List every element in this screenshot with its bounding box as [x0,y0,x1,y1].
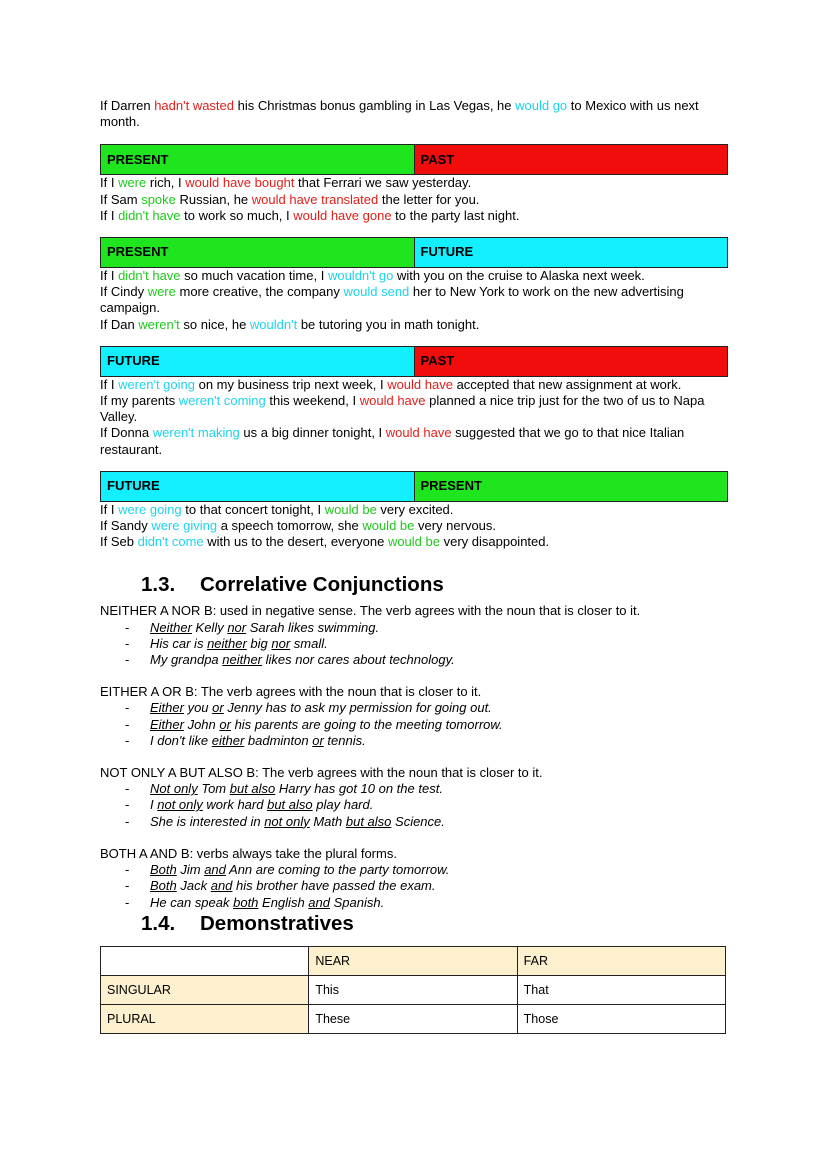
tense-bar-future-present [100,471,728,502]
tense-bar-future-past [100,346,728,377]
text: If Darren [100,98,155,113]
list-item: - Neither Kelly nor Sarah likes swimming. [100,620,728,636]
list-item: - I not only work hard but also play hard. [100,797,728,813]
table-cell: These [309,1004,517,1033]
list-item: - Either John or his parents are going to the meeting tomorrow. [100,717,728,733]
example-sentence: If I were rich, I would have bought that Ferrari we saw yesterday. [100,175,472,191]
tense-label-left: FUTURE [101,347,414,376]
example-sentence: If my parents weren't coming this weekend, I would have planned a nice trip just for the two of us to Napa Valley. [100,393,705,425]
example-list [100,781,728,830]
document-page [100,98,728,1034]
table-cell: That [517,975,725,1004]
example-sentence: If Sam spoke Russian, he would have translated the letter for you. [100,191,480,207]
demonstratives-table [100,946,726,1034]
intro-sentence [100,98,728,130]
example-sentence: If I didn't have so much vacation time, I wouldn't go with you on the cruise to Alaska next week. [100,268,645,284]
table-row-label: PLURAL [101,1004,309,1033]
tense-label-right: FUTURE [414,238,728,267]
rule-either-or: EITHER A OR B: The verb agrees with the noun that is closer to it. [100,684,482,700]
section-heading-correlative: 1.3. Correlative Conjunctions [141,573,444,597]
example-list [100,700,728,749]
tense-label-right: PAST [414,145,728,174]
list-item: - He can speak both English and Spanish. [100,895,728,911]
tense-label-left: FUTURE [101,472,414,501]
rule-both-and: BOTH A AND B: verbs always take the plural forms. [100,845,397,861]
highlight-cyan: would go [515,98,568,113]
tense-label-right: PRESENT [414,472,728,501]
table-header-cell: NEAR [309,946,517,975]
example-sentence: If I were going to that concert tonight, I would be very excited. [100,501,454,517]
table-cell: This [309,975,517,1004]
example-sentence: If Dan weren't so nice, he wouldn't be tutoring you in math tonight. [100,316,480,332]
example-sentence: If I weren't going on my business trip next week, I would have accepted that new assignment at work. [100,376,682,392]
table-cell: Those [517,1004,725,1033]
list-item: - Both Jim and Ann are coming to the party tomorrow. [100,862,728,878]
list-item: - Not only Tom but also Harry has got 10 on the test. [100,781,728,797]
table-row [101,1004,726,1033]
table-header-cell [101,946,309,975]
tense-label-right: PAST [414,347,728,376]
example-list [100,862,728,911]
tense-label-left: PRESENT [101,238,414,267]
text: to Mexico with us next month. [100,98,699,130]
example-list [100,620,728,669]
rule-neither-nor: NEITHER A NOR B: used in negative sense. The verb agrees with the noun that is closer to it. [100,603,641,619]
table-row [101,975,726,1004]
tense-label-left: PRESENT [101,145,414,174]
list-item: - His car is neither big nor small. [100,636,728,652]
example-sentence: If Donna weren't making us a big dinner tonight, I would have suggested that we go to that nice Italian restaurant. [100,425,685,457]
example-sentence: If Cindy were more creative, the company would send her to New York to work on the new advertising campaign. [100,284,684,316]
tense-bar-present-future [100,237,728,268]
list-item: - She is interested in not only Math but also Science. [100,814,728,830]
list-item: - My grandpa neither likes nor cares about technology. [100,652,728,668]
table-header-cell: FAR [517,946,725,975]
rule-not-only-but-also: NOT ONLY A BUT ALSO B: The verb agrees with the noun that is closer to it. [100,765,543,781]
table-header-row [101,946,726,975]
text: his Christmas bonus gambling in Las Vegas, he [234,98,516,113]
list-item: - Both Jack and his brother have passed the exam. [100,878,728,894]
table-row-label: SINGULAR [101,975,309,1004]
tense-bar-present-past [100,144,728,175]
highlight-red: hadn't wasted [154,98,235,113]
example-sentence: If I didn't have to work so much, I would have gone to the party last night. [100,207,520,223]
list-item: - Either you or Jenny has to ask my permission for going out. [100,700,728,716]
list-item: - I don't like either badminton or tennis. [100,733,728,749]
example-sentence: If Seb didn't come with us to the desert, everyone would be very disappointed. [100,534,550,550]
section-heading-demonstratives: 1.4. Demonstratives [141,911,354,935]
example-sentence: If Sandy were giving a speech tomorrow, she would be very nervous. [100,518,497,534]
